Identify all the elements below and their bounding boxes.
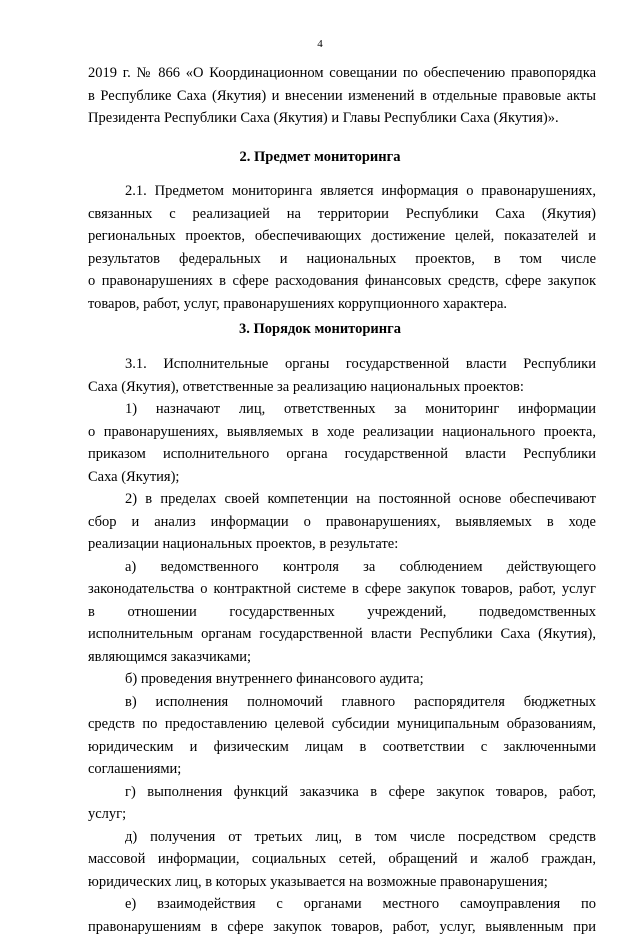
text-line: законодательства о контрактной системе в сфере закупок товаров, работ, услуг: [88, 578, 596, 601]
list-item: е) взаимодействия с органами местного самоуправления по: [88, 893, 596, 916]
text-line: юридических лиц, в которых указывается на возможные правонарушения;: [88, 871, 596, 894]
text-line: в отношении государственных учреждений, подведомственных: [88, 601, 596, 624]
text-line: правонарушениям в сфере закупок товаров, работ, услуг, выявленным при: [88, 916, 596, 938]
text-line: 2019 г. № 866 «О Координационном совещании по обеспечению правопорядка: [88, 62, 596, 85]
text-line: услуг;: [88, 803, 596, 826]
list-item: 1) назначают лиц, ответственных за мониторинг информации: [88, 398, 596, 421]
page-number: 4: [0, 38, 640, 50]
text-line: региональных проектов, обеспечивающих достижение целей, показателей и: [88, 225, 596, 248]
text-line: соглашениями;: [88, 758, 596, 781]
list-item: г) выполнения функций заказчика в сфере закупок товаров, работ,: [88, 781, 596, 804]
list-item: 2) в пределах своей компетенции на постоянной основе обеспечивают: [88, 488, 596, 511]
text-line: о правонарушениях, выявляемых в ходе реализации национального проекта,: [88, 421, 596, 444]
text-line: приказом исполнительного органа государственной власти Республики: [88, 443, 596, 466]
text-line: исполнительным органам государственной власти Республики Саха (Якутия),: [88, 623, 596, 646]
text-line: товаров, работ, услуг, правонарушениях коррупционного характера.: [88, 293, 596, 316]
text-line: связанных с реализацией на территории Республики Саха (Якутия): [88, 203, 596, 226]
text-line: средств по предоставлению целевой субсидии муниципальным образованиям,: [88, 713, 596, 736]
text-line: Президента Республики Саха (Якутия) и Главы Республики Саха (Якутия)».: [88, 107, 596, 130]
section-2-body: [88, 180, 596, 315]
list-item: д) получения от третьих лиц, в том числе посредством средств: [88, 826, 596, 849]
text-line: реализации национальных проектов, в результате:: [88, 533, 596, 556]
section-2-heading: 2. Предмет мониторинга: [0, 147, 640, 167]
list-item: б) проведения внутреннего финансового аудита;: [88, 668, 596, 691]
text-line: 3.1. Исполнительные органы государственной власти Республики: [88, 353, 596, 376]
list-item: а) ведомственного контроля за соблюдением действующего: [88, 556, 596, 579]
section-3-body: [88, 353, 596, 938]
text-line: Саха (Якутия);: [88, 466, 596, 489]
text-line: 2.1. Предметом мониторинга является информация о правонарушениях,: [88, 180, 596, 203]
list-item: в) исполнения полномочий главного распорядителя бюджетных: [88, 691, 596, 714]
text-line: являющимся заказчиками;: [88, 646, 596, 669]
section-3-heading: 3. Порядок мониторинга: [0, 319, 640, 339]
text-line: сбор и анализ информации о правонарушениях, выявляемых в ходе: [88, 511, 596, 534]
text-line: юридическим и физическим лицам в соответствии с заключенными: [88, 736, 596, 759]
text-line: Саха (Якутия), ответственные за реализацию национальных проектов:: [88, 376, 596, 399]
text-line: массовой информации, социальных сетей, обращений и жалоб граждан,: [88, 848, 596, 871]
text-line: результатов федеральных и национальных проектов, в том числе: [88, 248, 596, 271]
text-line: о правонарушениях в сфере расходования финансовых средств, сфере закупок: [88, 270, 596, 293]
intro-paragraph: [88, 62, 596, 130]
text-line: в Республике Саха (Якутия) и внесении изменений в отдельные правовые акты: [88, 85, 596, 108]
